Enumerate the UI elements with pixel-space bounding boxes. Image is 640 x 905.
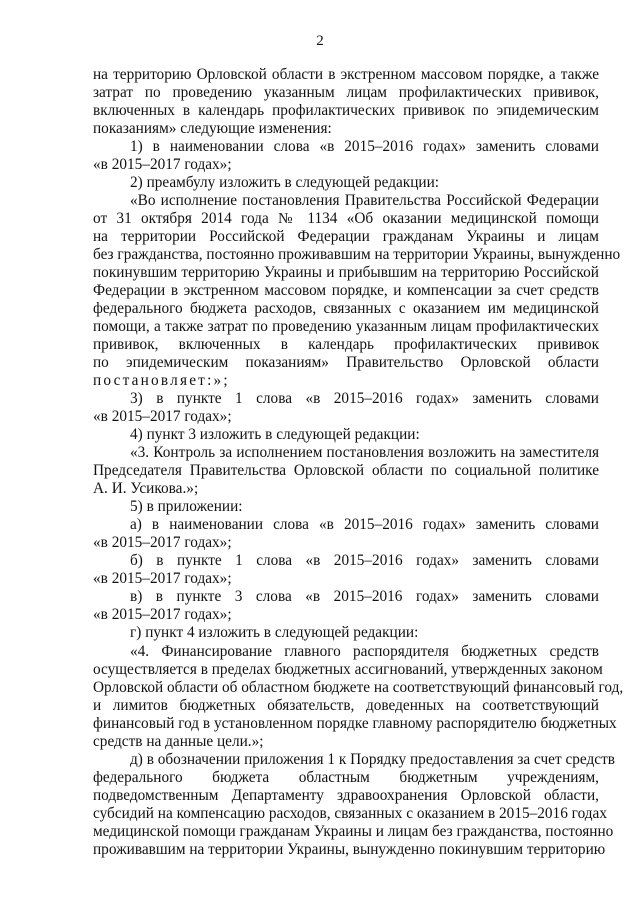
text-line: от 31 октября 2014 года № 1134 «Об оказании медицинской помощи — [93, 210, 599, 228]
text-line: медицинской помощи гражданам Украины и лицам без гражданства, постоянно — [93, 822, 614, 840]
text-line: покинувшим территорию Украины и прибывшим на территорию Российской — [93, 264, 599, 282]
text-line: «Во исполнение постановления Правительства Российской Федерации — [130, 192, 599, 210]
text-line: включенных в календарь профилактических прививок по эпидемическим — [93, 102, 599, 120]
text-line: 2) преамбулу изложить в следующей редакции: — [130, 174, 440, 192]
text-line: а) в наименовании слова «в 2015–2016 годах» заменить словами — [130, 516, 599, 534]
text-line: подведомственным Департаменту здравоохранения Орловской области, — [93, 786, 599, 804]
text-line: федерального бюджета областным бюджетным учреждениям, — [93, 768, 599, 786]
text-line: «в 2015–2017 годах»; — [93, 408, 232, 426]
text-line: Федерации в экстренном массовом порядке, и компенсации за счет средств — [93, 282, 599, 300]
text-line: помощи, а также затрат по проведению указанным лицам профилактических — [93, 318, 599, 336]
text-line: федерального бюджета расходов, связанных с оказанием им медицинской — [93, 300, 599, 318]
text-line: д) в обозначении приложения 1 к Порядку предоставления за счет средств — [130, 750, 615, 768]
text-line: субсидий на компенсацию расходов, связанных с оказанием в 2015–2016 годах — [93, 804, 607, 822]
text-line: 4) пункт 3 изложить в следующей редакции: — [130, 426, 420, 444]
text-line: «3. Контроль за исполнением постановления возложить на заместителя — [130, 444, 599, 462]
text-line: прививок, включенных в календарь профилактических прививок — [93, 336, 599, 354]
text-line: показаниям» следующие изменения: — [93, 120, 332, 138]
text-line: финансовый год в установленном порядке главному распорядителю бюджетных — [93, 714, 617, 732]
text-line: 5) в приложении: — [130, 498, 243, 516]
text-line: затрат по проведению указанным лицам профилактических прививок, — [93, 84, 599, 102]
text-line: Орловской области об областном бюджете на соответствующий финансовый год, — [93, 678, 624, 696]
text-line: г) пункт 4 изложить в следующей редакции: — [130, 624, 419, 642]
text-line: на территорию Орловской области в экстренном массовом порядке, а также — [93, 66, 599, 83]
text-line: 3) в пункте 1 слова «в 2015–2016 годах» заменить словами — [130, 390, 599, 408]
text-line: «в 2015–2017 годах»; — [93, 570, 232, 588]
document-body — [93, 66, 624, 859]
text-line: «в 2015–2017 годах»; — [93, 534, 232, 552]
text-line: «в 2015–2017 годах»; — [93, 606, 232, 624]
text-line: средств на данные цели.»; — [93, 732, 264, 750]
text-line: по эпидемическим показаниям» Правительство Орловской области — [93, 354, 599, 372]
text-line: на территории Российской Федерации гражданам Украины и лицам — [93, 228, 599, 246]
text-line: и лимитов бюджетных обязательств, доведенных на соответствующий — [93, 696, 599, 714]
text-line: осуществляется в пределах бюджетных ассигнований, утвержденных законом — [93, 660, 603, 678]
text-line: постановляет:»; — [93, 372, 230, 390]
text-line: 1) в наименовании слова «в 2015–2016 годах» заменить словами — [130, 138, 599, 156]
text-line: в) в пункте 3 слова «в 2015–2016 годах» заменить словами — [130, 588, 599, 606]
text-line: Председателя Правительства Орловской области по социальной политике — [93, 462, 599, 480]
text-line: «4. Финансирование главного распорядителя бюджетных средств — [130, 642, 599, 660]
text-line: А. И. Усикова.»; — [93, 480, 199, 498]
text-line: проживавшим на территории Украины, вынужденно покинувшим территорию — [93, 840, 606, 858]
text-line: б) в пункте 1 слова «в 2015–2016 годах» заменить словами — [130, 552, 599, 570]
text-line: «в 2015–2017 годах»; — [93, 156, 232, 174]
text-line: без гражданства, постоянно проживавшим на территории Украины, вынужденно — [93, 246, 621, 264]
page-number: 2 — [316, 33, 324, 49]
